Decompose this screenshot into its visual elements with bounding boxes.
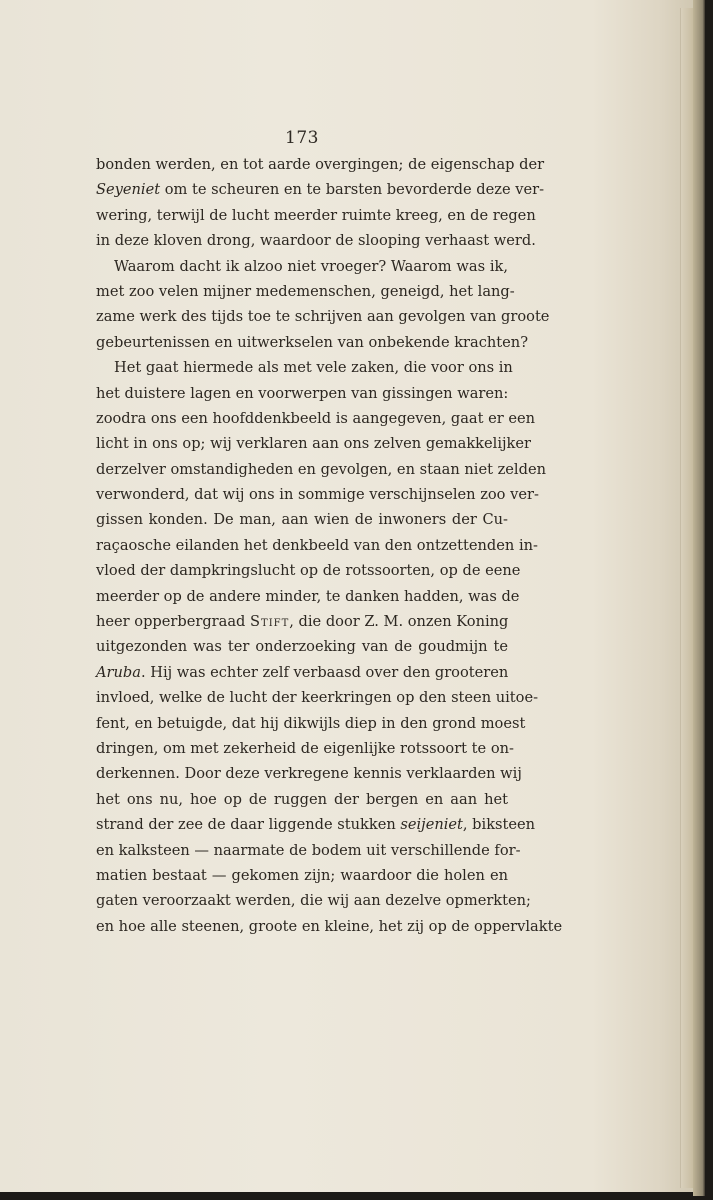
text-line	[96, 838, 521, 863]
text-segment: gebeurtenissen en uitwerkselen van onbekende krachten?	[96, 333, 529, 351]
text-line	[96, 279, 515, 304]
text-segment: in deze kloven drong, waardoor de slooping verhaast werd.	[96, 232, 536, 250]
text-segment: uitgezonden was ter onderzoeking van de goudmijn te	[96, 638, 508, 656]
body-text	[96, 152, 563, 939]
text-segment: licht in ons op; wij verklaren aan ons zelven gemakkelijker	[96, 435, 531, 453]
book-spine-edge	[693, 0, 705, 1196]
text-segment: , die door Z. M. onzen Koning	[289, 613, 509, 631]
text-line	[96, 203, 536, 228]
text-segment: raçaosche eilanden het denkbeeld van den ontzettenden in-	[96, 536, 538, 554]
text-segment: verwonderd, dat wij ons in sommige verschijnselen zoo ver-	[96, 486, 539, 504]
text-segment: zame werk des tijds toe te schrijven aan gevolgen van groote	[96, 308, 550, 326]
text-segment: gaten veroorzaakt werden, die wij aan dezelve opmerkten;	[96, 892, 531, 910]
text-segment: invloed, welke de lucht der keerkringen op den steen uitoe-	[96, 689, 539, 707]
text-line	[96, 812, 536, 837]
text-segment: meerder op de andere minder, te danken hadden, was de	[96, 587, 520, 605]
text-line	[96, 304, 550, 329]
text-line	[96, 330, 529, 355]
text-line	[96, 381, 508, 406]
text-segment: bonden werden, en tot aarde overgingen; de eigenschap der	[96, 156, 545, 173]
text-line	[96, 609, 508, 634]
text-line	[96, 685, 539, 710]
text-segment: , biksteen	[462, 816, 536, 834]
text-segment: het ons nu, hoe op de ruggen der bergen en aan het	[96, 790, 508, 808]
italic-term: seijeniet	[400, 816, 463, 834]
text-line	[96, 634, 508, 659]
text-line	[96, 761, 522, 786]
text-segment: strand der zee de daar liggende stukken	[96, 816, 401, 834]
text-segment: derkennen. Door deze verkregene kennis verklaarden wij	[96, 765, 522, 783]
text-segment: dringen, om met zekerheid de eigenlijke rotssoort te on-	[96, 739, 514, 757]
text-line	[96, 177, 545, 202]
text-line	[96, 711, 526, 736]
text-segment: zoodra ons een hoofddenkbeeld is aangegeven, gaat er een	[96, 409, 536, 427]
text-segment: Waarom dacht ik alzoo niet vroeger? Waarom was ik,	[114, 257, 508, 275]
text-line	[96, 152, 545, 177]
text-segment: matien bestaat — gekomen zijn; waardoor die holen en	[96, 866, 508, 884]
text-segment: fent, en betuigde, dat hij dikwijls diep in den grond moest	[96, 714, 526, 732]
text-segment: gissen konden. De man, aan wien de inwoners der Cu-	[96, 511, 508, 529]
text-line	[96, 914, 563, 939]
italic-term: Seyeniet	[96, 181, 161, 199]
text-line	[96, 584, 520, 609]
page-number: 173	[285, 128, 319, 148]
text-line	[96, 482, 539, 507]
text-line	[96, 888, 531, 913]
text-segment: met zoo velen mijner medemenschen, geneigd, het lang-	[96, 282, 515, 300]
text-line	[96, 406, 536, 431]
text-segment: Het gaat hiermede als met vele zaken, die voor ons in	[114, 359, 513, 377]
text-segment: . Hij was echter zelf verbaasd over den grooteren	[140, 663, 509, 681]
text-segment: derzelver omstandigheden en gevolgen, en staan niet zelden	[96, 460, 546, 478]
text-line	[96, 660, 508, 685]
italic-term: Aruba	[96, 663, 141, 681]
text-line	[96, 787, 508, 812]
text-line	[96, 355, 513, 380]
text-segment: heer opperbergraad	[96, 613, 251, 631]
text-line	[96, 736, 514, 761]
text-segment: en hoe alle steenen, groote en kleine, het zij op de oppervlakte	[96, 917, 563, 935]
smallcaps-name: Stift	[250, 613, 290, 631]
text-line	[96, 254, 508, 279]
text-line	[96, 533, 538, 558]
text-segment: wering, terwijl de lucht meerder ruimte kreeg, en de regen	[96, 206, 536, 224]
text-line	[96, 507, 508, 532]
text-line	[96, 228, 536, 253]
text-segment: en kalksteen — naarmate de bodem uit verschillende for-	[96, 841, 521, 859]
text-line	[96, 457, 546, 482]
text-line	[96, 863, 508, 888]
text-segment: om te scheuren en te barsten bevorderde deze ver-	[160, 181, 545, 199]
text-segment: vloed der dampkringslucht op de rotssoorten, op de eene	[96, 562, 521, 580]
text-line	[96, 431, 531, 456]
text-line	[96, 558, 521, 583]
text-segment: het duistere lagen en voorwerpen van gissingen waren:	[96, 384, 509, 402]
